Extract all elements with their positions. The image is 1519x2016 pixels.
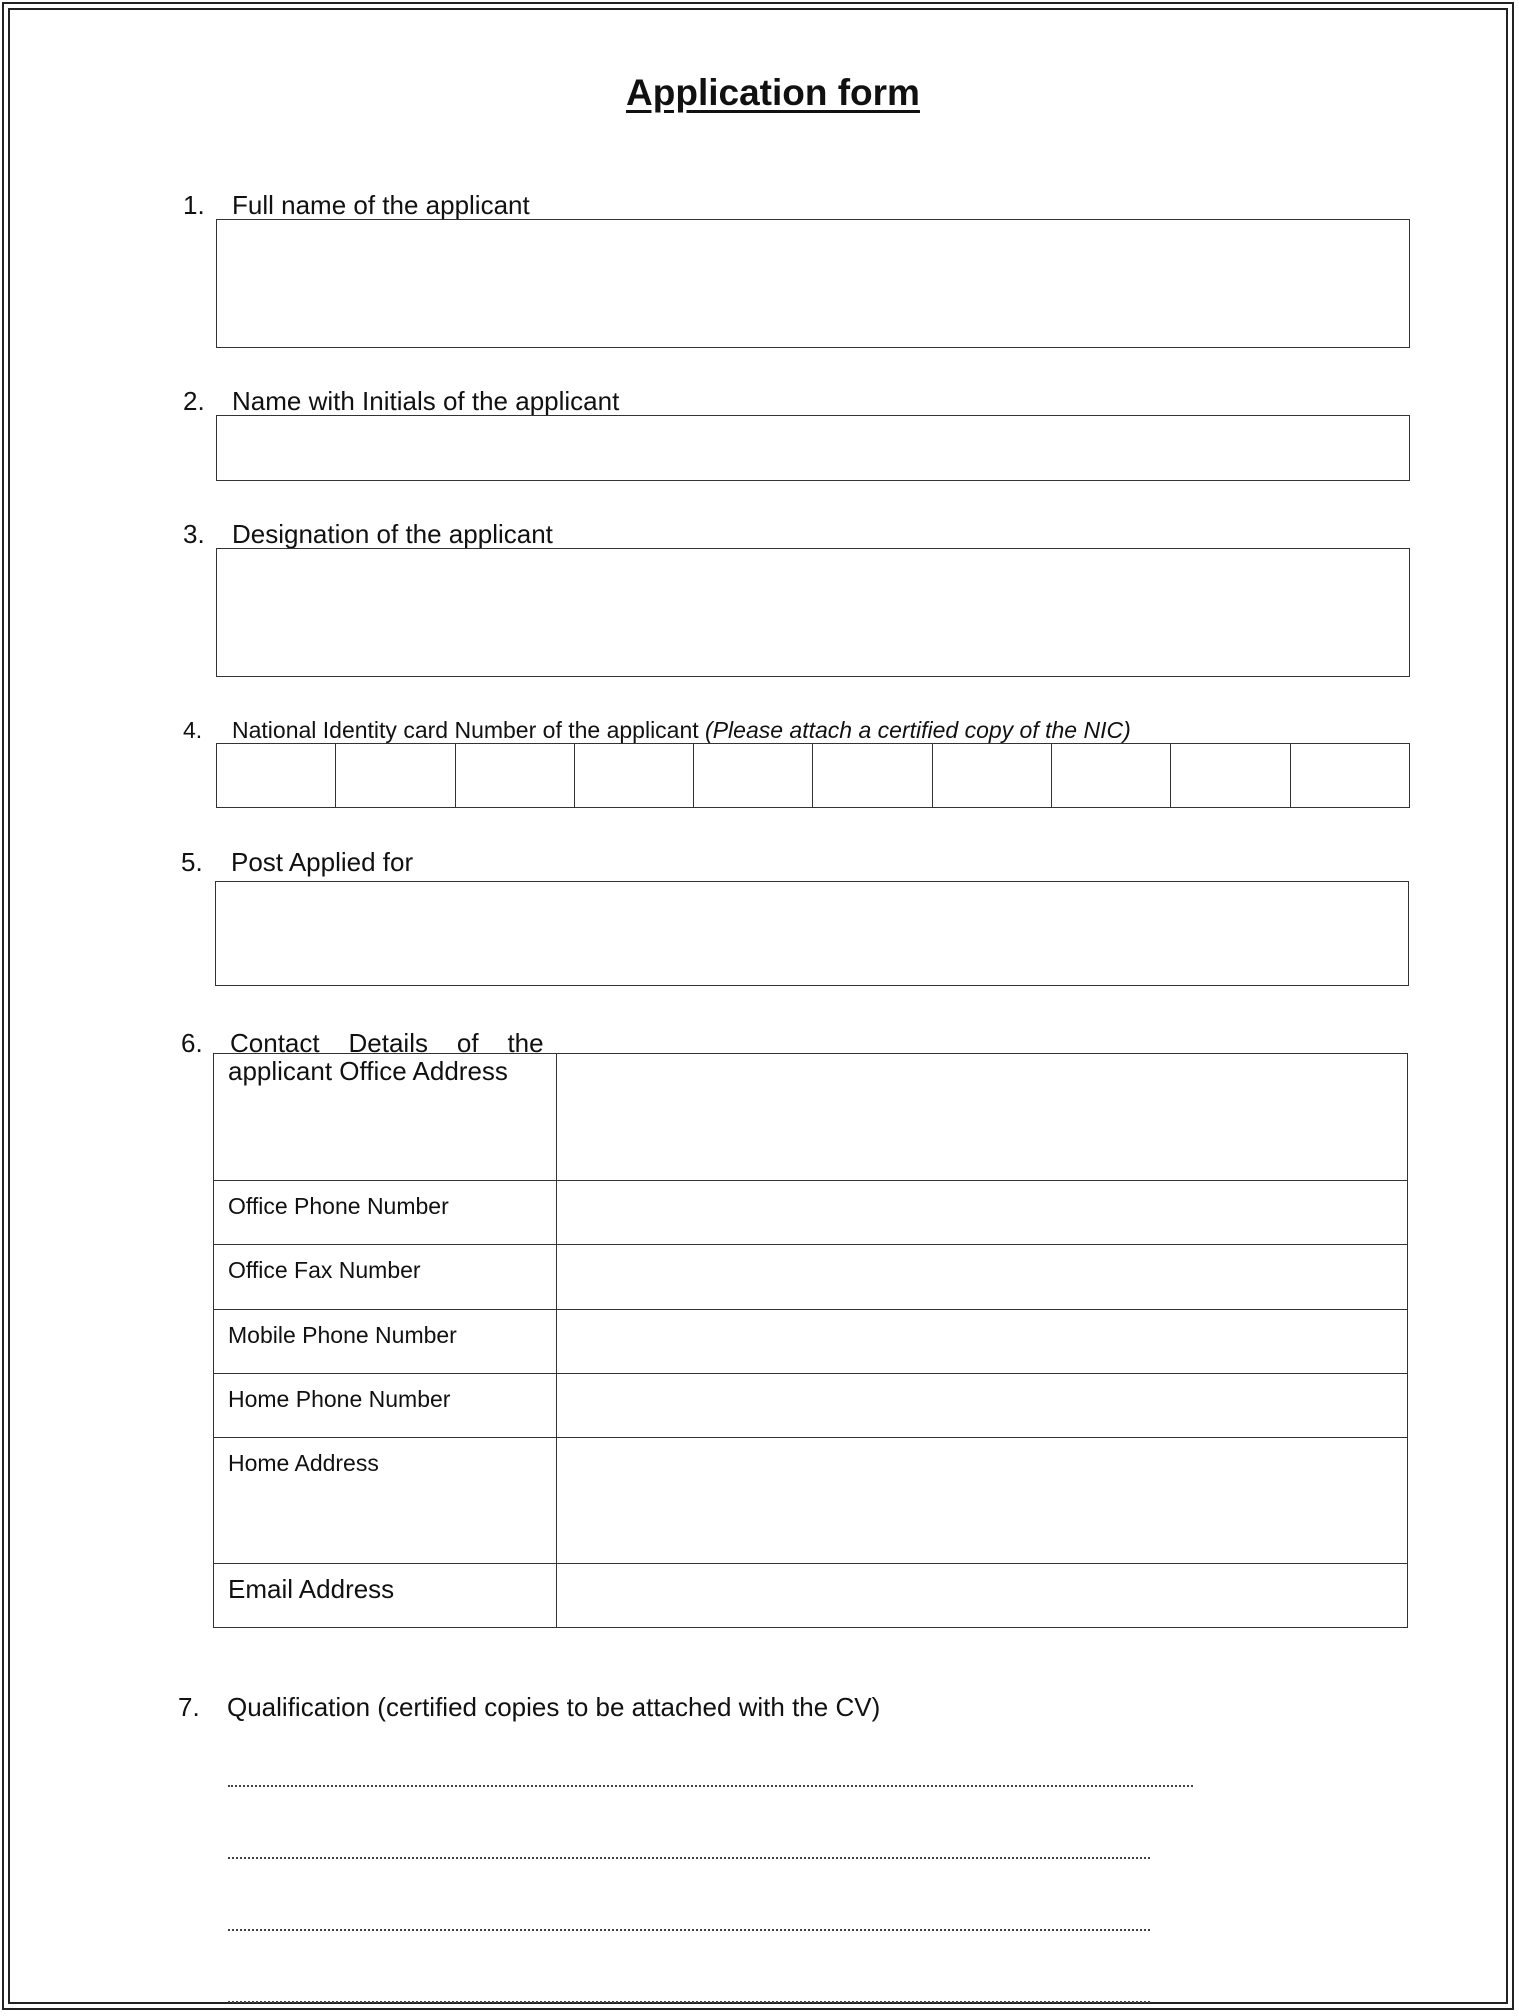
field-number-1: 1. xyxy=(183,190,205,220)
nic-digit-cell[interactable] xyxy=(575,744,694,807)
table-row xyxy=(214,1564,1408,1628)
field-label-full-name: Full name of the applicant xyxy=(232,190,530,220)
field-label-contact-details: Contact Details of the xyxy=(230,1028,544,1058)
nic-digit-cell[interactable] xyxy=(813,744,932,807)
qualification-line-1[interactable] xyxy=(228,1783,1193,1787)
home-address-field[interactable] xyxy=(556,1438,1407,1564)
office-fax-field[interactable] xyxy=(556,1245,1407,1310)
qualification-line-3[interactable] xyxy=(228,1927,1150,1931)
table-row xyxy=(214,1374,1408,1438)
field-number-7: 7. xyxy=(178,1692,200,1722)
name-with-initials-field[interactable] xyxy=(216,415,1410,481)
nic-number-field xyxy=(216,743,1410,808)
post-applied-field[interactable] xyxy=(215,881,1409,986)
table-row xyxy=(214,1181,1408,1245)
email-address-label: Email Address xyxy=(214,1564,557,1628)
field-number-5: 5. xyxy=(181,847,203,877)
field-label-qualification: Qualification (certified copies to be attached with the CV) xyxy=(227,1692,881,1722)
field-label-nic-text: National Identity card Number of the applicant xyxy=(232,717,706,743)
field-number-3: 3. xyxy=(183,519,205,549)
table-row xyxy=(214,1054,1408,1181)
home-phone-label: Home Phone Number xyxy=(214,1374,557,1438)
home-address-label: Home Address xyxy=(214,1438,557,1564)
nic-digit-cell[interactable] xyxy=(456,744,575,807)
email-address-field[interactable] xyxy=(556,1564,1407,1628)
contact-details-table xyxy=(213,1053,1408,1628)
qualification-line-2[interactable] xyxy=(228,1855,1150,1859)
field-label-name-with-initials: Name with Initials of the applicant xyxy=(232,386,620,416)
mobile-phone-label: Mobile Phone Number xyxy=(214,1310,557,1374)
nic-digit-cell[interactable] xyxy=(1171,744,1290,807)
table-row xyxy=(214,1245,1408,1310)
office-fax-label: Office Fax Number xyxy=(214,1245,557,1310)
office-address-label: applicant Office Address xyxy=(214,1054,557,1181)
nic-digit-cell[interactable] xyxy=(1291,744,1409,807)
full-name-field[interactable] xyxy=(216,219,1410,348)
nic-digit-cell[interactable] xyxy=(336,744,455,807)
nic-digit-cell[interactable] xyxy=(933,744,1052,807)
nic-digit-cell[interactable] xyxy=(1052,744,1171,807)
office-phone-field[interactable] xyxy=(556,1181,1407,1245)
office-phone-label: Office Phone Number xyxy=(214,1181,557,1245)
field-number-4: 4. xyxy=(183,717,203,743)
office-address-field[interactable] xyxy=(556,1054,1407,1181)
table-row xyxy=(214,1438,1408,1564)
field-label-nic xyxy=(232,717,1131,744)
table-row xyxy=(214,1310,1408,1374)
nic-digit-cell[interactable] xyxy=(694,744,813,807)
nic-digit-cell[interactable] xyxy=(217,744,336,807)
field-note-nic: (Please attach a certified copy of the NIC) xyxy=(705,717,1131,743)
field-number-6: 6. xyxy=(181,1028,203,1058)
mobile-phone-field[interactable] xyxy=(556,1310,1407,1374)
field-label-post-applied: Post Applied for xyxy=(231,847,414,877)
qualification-line-4[interactable] xyxy=(228,1999,1150,2003)
home-phone-field[interactable] xyxy=(556,1374,1407,1438)
field-label-designation: Designation of the applicant xyxy=(232,519,553,549)
field-number-2: 2. xyxy=(183,386,205,416)
page-title: Application form xyxy=(626,72,920,113)
designation-field[interactable] xyxy=(216,548,1410,677)
